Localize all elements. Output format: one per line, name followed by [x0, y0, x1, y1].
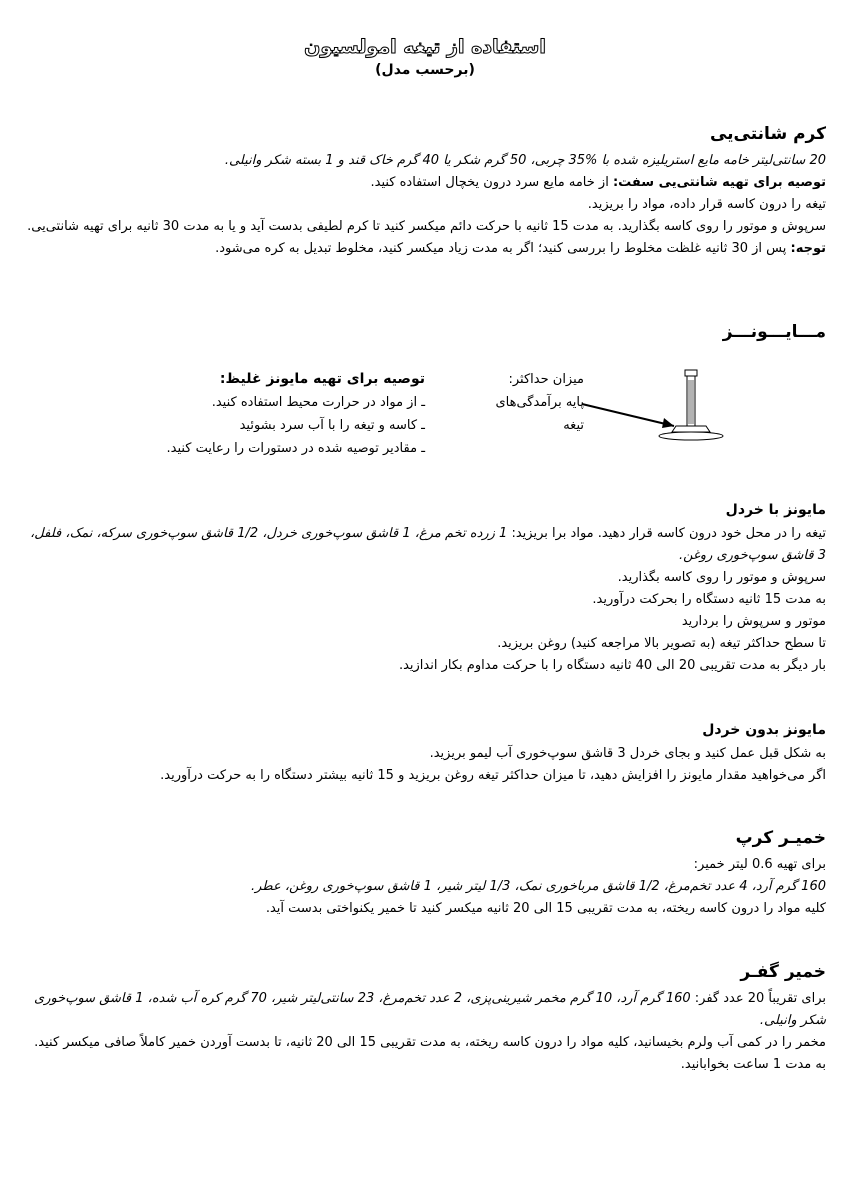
section-heading: کرم شانتی‌یی — [709, 124, 826, 144]
ingredients-text: 20 سانتی‌لیتر خامه مایع استریلیزه شده با %35 چربی، 50 گرم شکر یا 40 گرم خاک قند و 1 بسته شکر وانیلی. — [224, 153, 826, 168]
section-crepe — [26, 826, 826, 920]
intro-text: تیغه را در محل خود درون کاسه قرار دهید. مواد برا بریزید: — [511, 526, 826, 541]
tip-item: ـ کاسه و تیغه را با آب سرد بشوئید — [239, 418, 425, 433]
step-text: کلیه مواد را درون کاسه ریخته، به مدت تقریبی 15 الی 20 ثانیه میکسر کنید تا خمیر یکنواختی بدست آید. — [265, 901, 826, 916]
ingredients-line — [26, 523, 826, 567]
page-subtitle: (برحسب مدل) — [375, 62, 475, 78]
tip-item: ـ از مواد در حرارت محیط استفاده کنید. — [211, 395, 425, 410]
intro-text: برای تهیه 0.6 لیتر خمیر: — [693, 857, 826, 872]
note-line — [26, 238, 826, 260]
diagram-label: پایه برآمدگی‌های — [495, 395, 584, 410]
tip-item: ـ مقادیر توصیه شده در دستورات را رعایت کنید. — [166, 441, 425, 456]
blade-top — [685, 370, 697, 376]
tips-heading: توصیه برای تهیه مایونز غلیظ: — [219, 371, 425, 387]
section-heading: مایونز با خردل — [725, 502, 826, 518]
section-mayo-no-mustard — [26, 720, 826, 787]
page-header — [0, 34, 850, 80]
section-mayonnaise — [26, 320, 826, 348]
note-text: پس از 30 ثانیه غلظت مخلوط را بررسی کنید؛ اگر به مدت زیاد میکسر کنید، مخلوط تبدیل به کره می‌شود. — [215, 241, 787, 256]
section-heading: خمیـر کرپ — [735, 828, 826, 848]
mayo-tips — [95, 368, 425, 460]
step-text: تا سطح حداکثر تیغه (به تصویر بالا مراجعه کنید) روغن بریزید. — [497, 636, 826, 651]
ingredients-text: 160 گرم آرد، 4 عدد تخم‌مرغ، 1/2 قاشق مرباخوری نمک، 1/3 لیتر شیر، 1 قاشق سوپ‌خوری روغن، عطر. — [250, 879, 826, 894]
diagram-labels — [474, 368, 584, 437]
step-text: به مدت 15 ثانیه دستگاه را بحرکت درآورید. — [592, 592, 826, 607]
ingredients-text: 1 زرده تخم مرغ، 1 قاشق سوپ‌خوری خردل، 1/2 قاشق سوپ‌خوری سرکه، نمک، فلفل، 3 قاشق سوپ‌خوری روغن. — [30, 526, 826, 563]
blade-disc — [659, 432, 723, 440]
intro-text: برای تقریباً 20 عدد گفر: — [694, 991, 826, 1006]
section-heading: خمیر گفـر — [740, 962, 826, 982]
step-text: بار دیگر به مدت تقریبی 20 الی 40 ثانیه دستگاه را با حرکت مداوم بکار اندازید. — [398, 658, 826, 673]
step-text: مخمر را در کمی آب ولرم بخیسانید، کلیه مواد را درون کاسه ریخته، به مدت تقریبی 15 الی 20 ثانیه، تا بدست آوردن خمیر کاملاً صافی میکسر کنید. به مدت 1 ساعت بخوابانید. — [34, 1035, 826, 1072]
section-waffle — [26, 960, 826, 1076]
step-text: اگر می‌خواهید مقدار مایونز را افزایش دهید، تا میزان حداکثر تیغه روغن بریزید و 15 ثانیه بیشتر دستگاه را به حرکت درآورید. — [160, 768, 826, 783]
step-text: به شکل قبل عمل کنید و بجای خردل 3 قاشق سوپ‌خوری آب لیمو بریزید. — [429, 746, 826, 761]
section-mayo-mustard — [26, 500, 826, 677]
diagram-label: تیغه — [563, 418, 584, 433]
section-heading: مایونز بدون خردل — [702, 722, 826, 738]
tip-line — [26, 172, 826, 194]
tip-label: توصیه برای تهیه شانتی‌یی سفت: — [612, 175, 826, 190]
tip-text: از خامه مایع سرد درون یخچال استفاده کنید. — [370, 175, 609, 190]
ingredients-text: 160 گرم آرد، 10 گرم مخمر شیرینی‌پزی، 2 عدد تخم‌مرغ، 23 سانتی‌لیتر شیر، 70 گرم کره آب شده، 1 قاشق سوپ‌خوری شکر وانیلی. — [34, 991, 826, 1028]
step-text: سرپوش و موتور را روی کاسه بگذارید. — [617, 570, 826, 585]
step-text: تیغه را درون کاسه قرار داده، مواد را بریزید. — [587, 197, 826, 212]
section-heading: مـــایـــونـــز — [722, 322, 826, 342]
step-text: سرپوش و موتور را روی کاسه بگذارید. به مدت 15 ثانیه با حرکت دائم میکسر کنید تا کرم لطیفی بدست آید و یا به مدت 30 ثانیه برای تهیه شانتی‌یی. — [27, 219, 826, 234]
page-title: استفاده از تیغه امولسیون — [304, 36, 546, 58]
ingredients-line — [26, 988, 826, 1032]
pointer-arrow — [582, 404, 674, 426]
section-whipped-cream — [26, 122, 826, 260]
note-label: توجه: — [790, 241, 826, 256]
blade-base — [672, 426, 710, 432]
blade-illustration — [580, 366, 750, 456]
diagram-label: میزان حداکثر: — [508, 372, 584, 387]
step-text: موتور و سرپوش را بردارید — [681, 614, 826, 629]
